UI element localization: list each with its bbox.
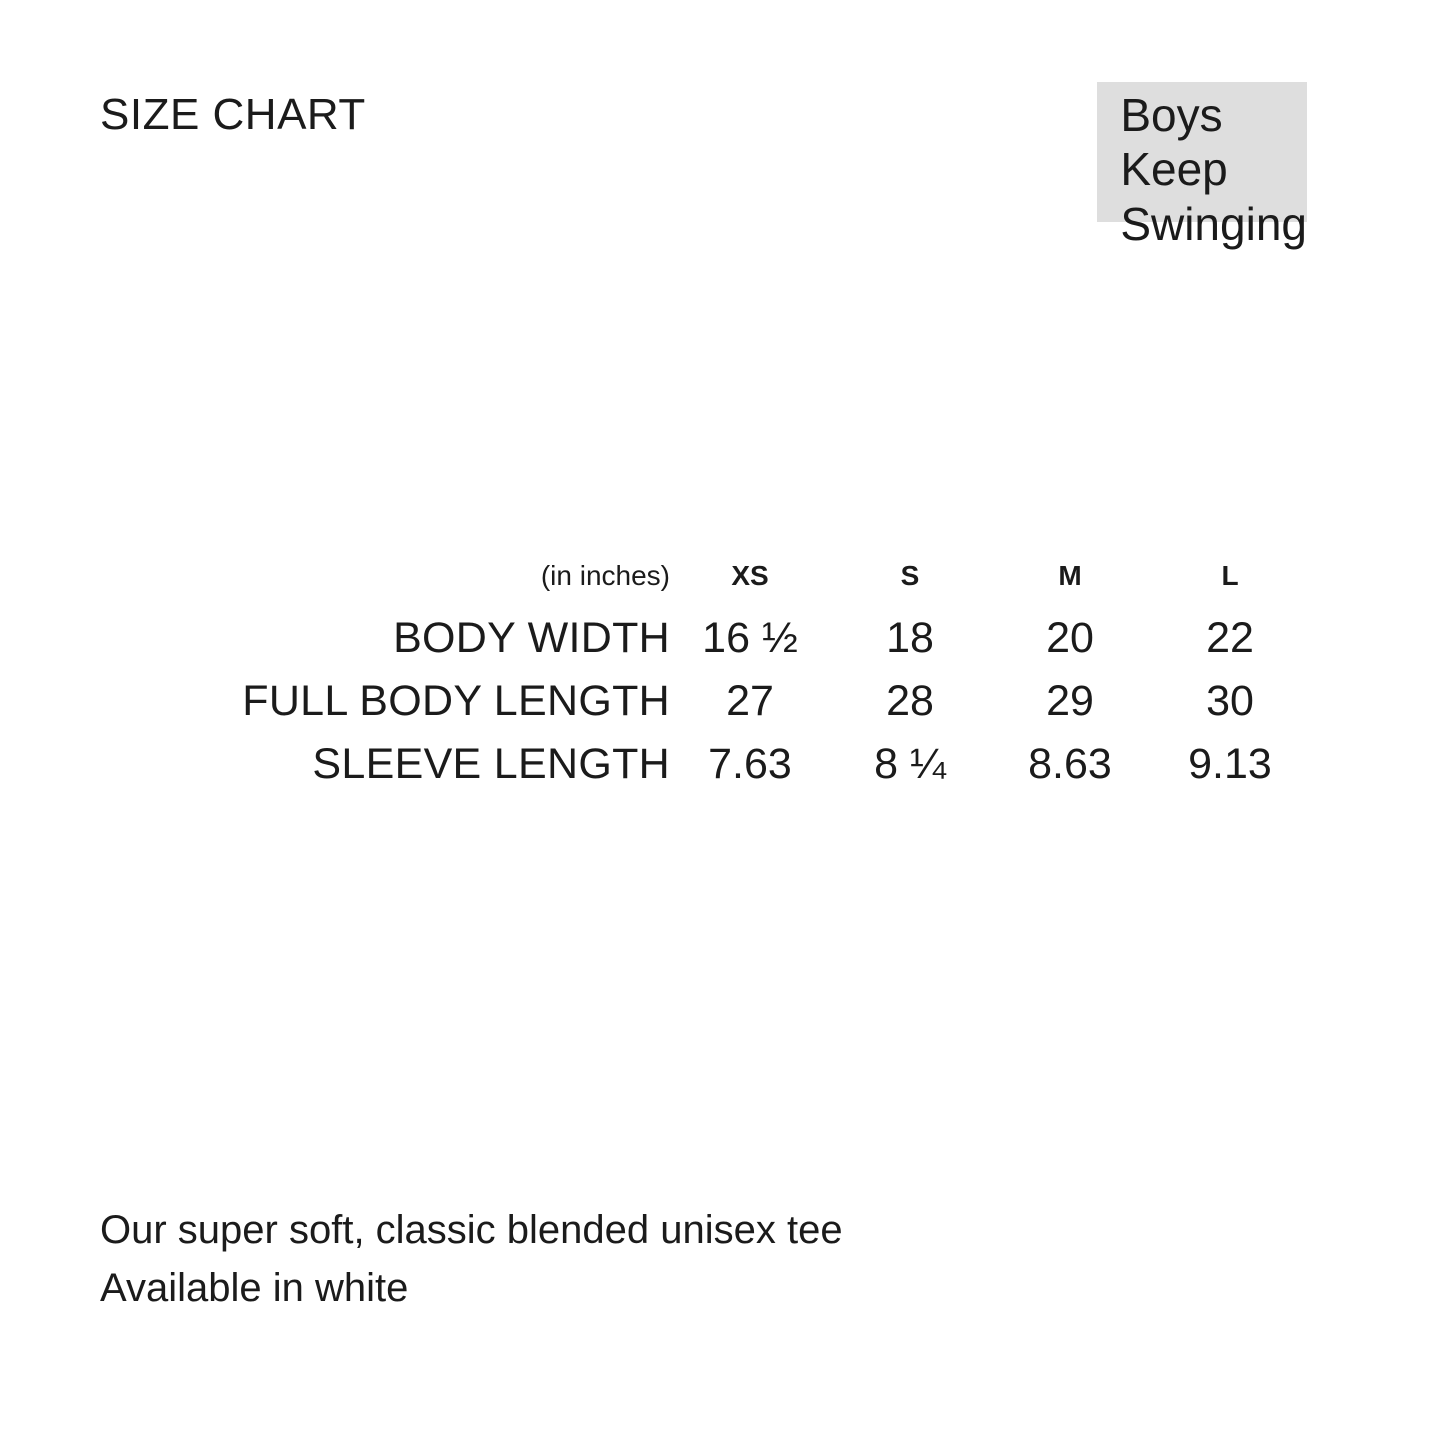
cell-full-body-length-s: 28 <box>886 677 934 725</box>
cell-body-width-m: 20 <box>1046 614 1094 662</box>
table-row <box>120 740 1310 803</box>
cell-sleeve-length-m: 8.63 <box>1028 740 1112 788</box>
table-header-row <box>120 560 1310 614</box>
cell-body-width-l: 22 <box>1206 614 1254 662</box>
cell-full-body-length-xs: 27 <box>726 677 774 725</box>
page-title: SIZE CHART <box>100 90 366 139</box>
column-header-xs: XS <box>731 560 769 591</box>
cell-full-body-length-l: 30 <box>1206 677 1254 725</box>
cell-body-width-xs: 16 ½ <box>702 614 798 662</box>
table-row <box>120 677 1310 740</box>
brand-line-3: Swinging <box>1120 197 1307 250</box>
brand-line-1: Boys <box>1120 89 1223 141</box>
footer-line-1: Our super soft, classic blended unisex tee <box>100 1208 843 1252</box>
column-header-m: M <box>1058 560 1082 591</box>
row-label-full-body-length: FULL BODY LENGTH <box>242 677 670 725</box>
row-label-sleeve-length: SLEEVE LENGTH <box>312 740 670 788</box>
footer-description <box>100 1201 843 1317</box>
cell-full-body-length-m: 29 <box>1046 677 1094 725</box>
cell-sleeve-length-xs: 7.63 <box>708 740 792 788</box>
cell-sleeve-length-l: 9.13 <box>1188 740 1272 788</box>
footer-line-2: Available in white <box>100 1266 409 1310</box>
column-header-l: L <box>1221 560 1239 591</box>
column-header-s: S <box>900 560 920 591</box>
row-label-body-width: BODY WIDTH <box>393 614 670 662</box>
table-row <box>120 614 1310 677</box>
size-table <box>120 560 1310 803</box>
size-table-container <box>0 560 1445 803</box>
unit-label: (in inches) <box>540 560 670 591</box>
cell-sleeve-length-s: 8 ¼ <box>874 740 946 788</box>
brand-wordmark <box>1120 88 1307 251</box>
cell-body-width-s: 18 <box>886 614 934 662</box>
brand-line-2: Keep <box>1120 143 1228 196</box>
